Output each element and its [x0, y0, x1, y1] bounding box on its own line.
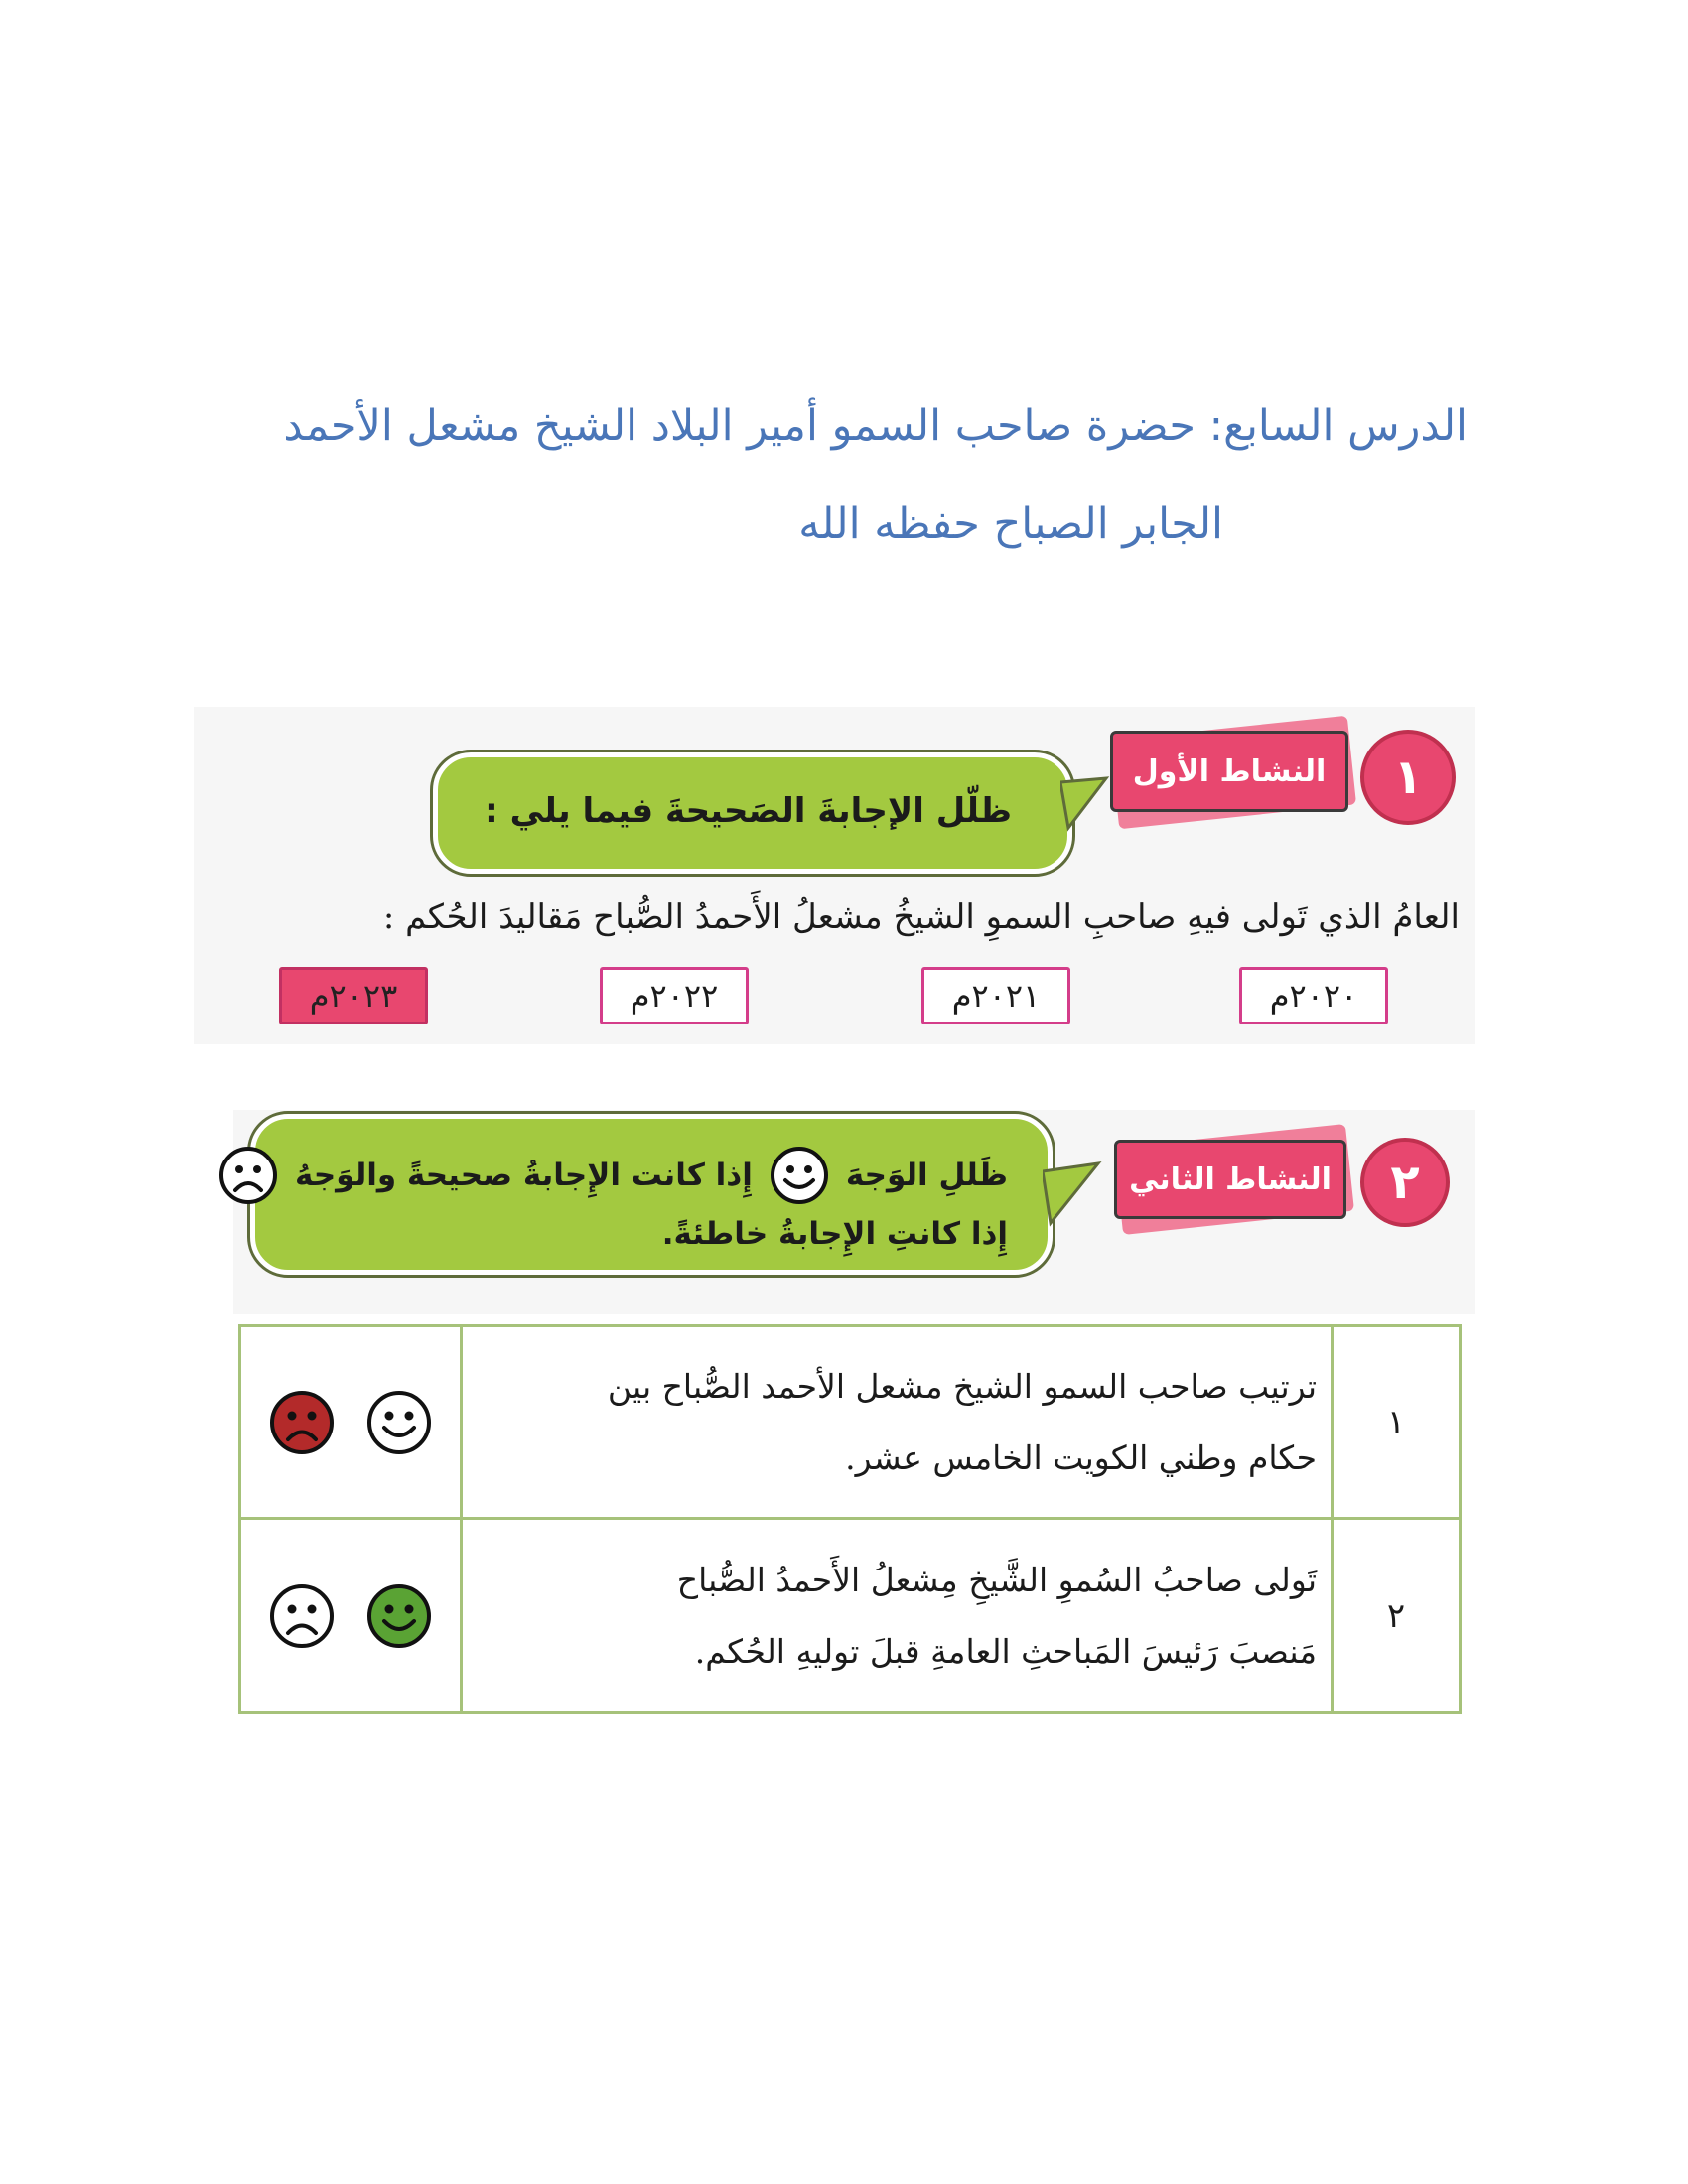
- bubble-tail-icon: [1060, 774, 1110, 834]
- row-statement: [462, 1326, 1333, 1519]
- row-statement: [462, 1519, 1333, 1713]
- activity-1-question: العامُ الذي تَولى فيهِ صاحبِ السموِ الشيخُ مشعلُ الأَحمدُ الصُّباح مَقاليدَ الحُكم :: [382, 897, 1460, 937]
- lesson-title-line-2: الجابر الصباح حفظه الله: [798, 499, 1223, 549]
- sad-face-icon[interactable]: [268, 1389, 336, 1456]
- true-false-table: [238, 1324, 1462, 1714]
- activity-2-number-badge: ٢: [1360, 1138, 1450, 1227]
- activity-2-instruction-line-1: [217, 1145, 1008, 1206]
- happy-face-icon[interactable]: [365, 1582, 433, 1650]
- option-2022[interactable]: ٢٠٢٢م: [600, 967, 749, 1024]
- statement-line-2: مَنصبَ رَئيسَ المَباحثِ العامةِ قبلَ توليهِ الحُكم.: [694, 1631, 1318, 1671]
- activity-1-number-badge: ١: [1360, 730, 1456, 825]
- activity-1-instruction: ظلّل الإجابةَ الصَحيحةَ فيما يلي :: [485, 791, 1012, 831]
- sad-face-icon[interactable]: [268, 1582, 336, 1650]
- row-number: ١: [1333, 1326, 1461, 1519]
- option-2023-selected[interactable]: ٢٠٢٣م: [279, 967, 428, 1024]
- activity-2-instruction-bubble: [250, 1114, 1053, 1275]
- statement-line-1: ترتيب صاحب السمو الشيخ مشعل الأحمد الصُّباح بين: [607, 1366, 1318, 1406]
- option-2021[interactable]: ٢٠٢١م: [921, 967, 1070, 1024]
- activity-2-instruction-line-2: إِذا كانتِ الإِجابةُ خاطئةً.: [661, 1216, 1008, 1252]
- sad-face-icon: [217, 1145, 279, 1206]
- activity-1-label: النشاط الأول: [1110, 731, 1348, 812]
- statement-line-1: تَولى صاحبُ السُموِ الشَّيخِ مِشعلُ الأَحمدُ الصُّباح: [676, 1560, 1318, 1599]
- option-2020[interactable]: ٢٠٢٠م: [1239, 967, 1388, 1024]
- happy-face-icon[interactable]: [365, 1389, 433, 1456]
- row-faces: [240, 1326, 462, 1519]
- row-faces: [240, 1519, 462, 1713]
- happy-face-icon: [769, 1145, 830, 1206]
- table-row: [240, 1519, 1461, 1713]
- bubble-tail-icon-2: [1043, 1161, 1102, 1231]
- statement-line-2: حكام وطني الكويت الخامس عشر.: [845, 1437, 1318, 1477]
- activity-2-label: النشاط الثاني: [1114, 1140, 1346, 1219]
- activity-2-instruction-part-1: ظَللِ الوَجهَ: [845, 1158, 1008, 1193]
- table-row: [240, 1326, 1461, 1519]
- row-number: ٢: [1333, 1519, 1461, 1713]
- lesson-title-line-1: الدرس السابع: حضرة صاحب السمو أمير البلاد الشيخ مشعل الأحمد: [283, 401, 1468, 451]
- activity-1-instruction-bubble: [433, 752, 1072, 874]
- activity-2-instruction-part-2: إِذا كانت الإِجابةُ صحيحةً والوَجهُ: [295, 1158, 753, 1193]
